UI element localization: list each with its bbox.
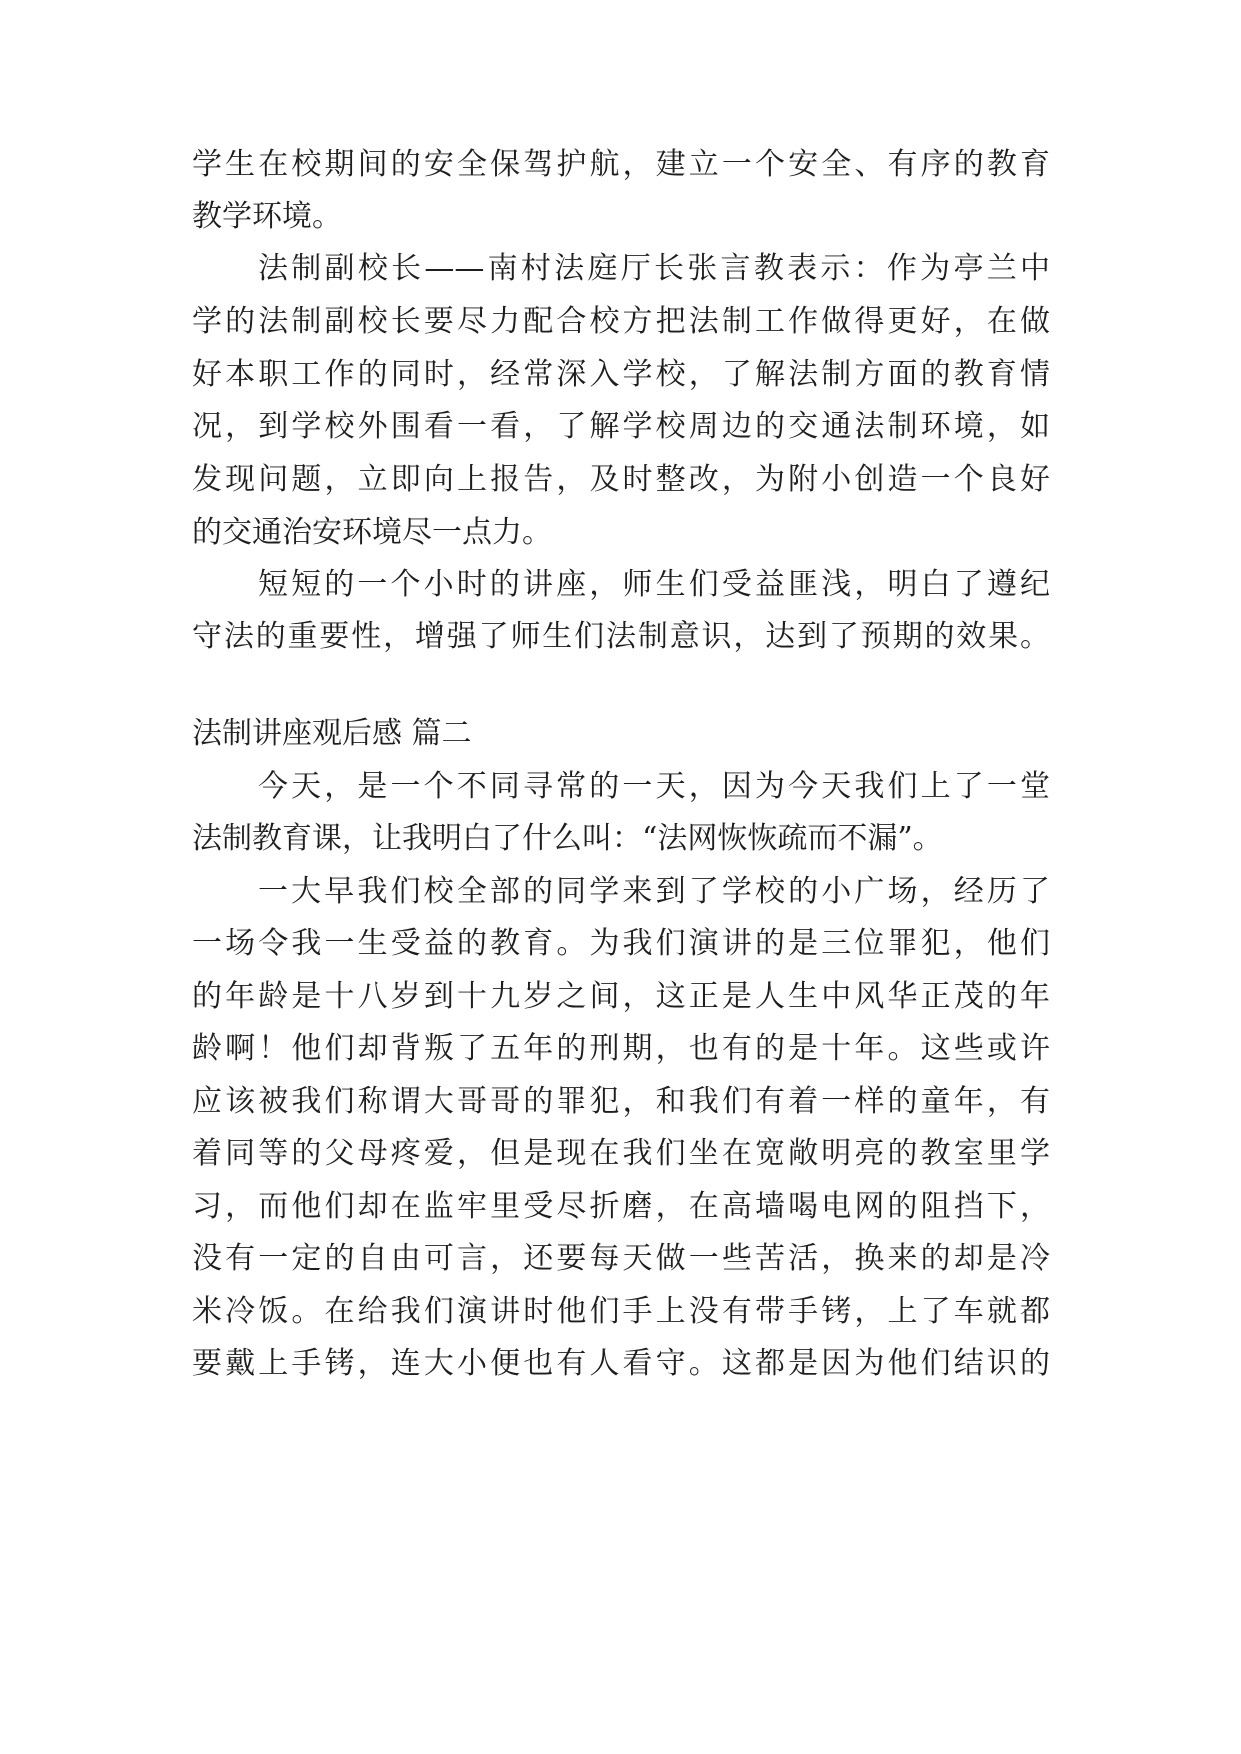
paragraph-line: 的交通治安环境尽一点力。: [192, 515, 552, 550]
paragraph-line: 米冷饭。在给我们演讲时他们手上没有带手铐，上了车就都: [192, 1294, 1050, 1329]
paragraph-line: 学的法制副校长要尽力配合校方把法制工作做得更好，在做: [192, 304, 1050, 339]
paragraph-line: 发现问题，立即向上报告，及时整改，为附小创造一个良好: [192, 462, 1050, 497]
paragraph-line: 的年龄是十八岁到十九岁之间，这正是人生中风华正茂的年: [192, 979, 1050, 1014]
paragraph-line: 应该被我们称谓大哥哥的罪犯，和我们有着一样的童年，有: [192, 1084, 1050, 1119]
paragraph-line: 要戴上手铐，连大小便也有人看守。这都是因为他们结识的: [192, 1346, 1050, 1381]
paragraph-line: 着同等的父母疼爱，但是现在我们坐在宽敞明亮的教室里学: [192, 1136, 1050, 1171]
paragraph-line: 短短的一个小时的讲座，师生们受益匪浅，明白了遵纪: [258, 567, 1050, 602]
paragraph-line: 法制教育课，让我明白了什么叫：“法网恢恢疏而不漏”。: [192, 821, 943, 856]
paragraph-line: 一场令我一生受益的教育。为我们演讲的是三位罪犯，他们: [192, 926, 1050, 961]
paragraph-line: 况，到学校外围看一看，了解学校周边的交通法制环境，如: [192, 409, 1050, 444]
paragraph-line: 习，而他们却在监牢里受尽折磨，在高墙喝电网的阻挡下，: [192, 1189, 1050, 1224]
section-title: 法制讲座观后感 篇二: [192, 716, 472, 751]
paragraph-line: 守法的重要性，增强了师生们法制意识，达到了预期的效果。: [192, 619, 1050, 654]
paragraph-line: 一大早我们校全部的同学来到了学校的小广场，经历了: [258, 874, 1050, 909]
paragraph-line: 法制副校长——南村法庭厅长张言教表示：作为亭兰中: [258, 251, 1050, 286]
paragraph-line: 教学环境。: [192, 199, 342, 234]
paragraph-line: 好本职工作的同时，经常深入学校，了解法制方面的教育情: [192, 357, 1050, 392]
paragraph-line: 学生在校期间的安全保驾护航，建立一个安全、有序的教育: [192, 147, 1050, 182]
paragraph-line: 没有一定的自由可言，还要每天做一些苦活，换来的却是冷: [192, 1241, 1050, 1276]
paragraph-line: 龄啊！他们却背叛了五年的刑期，也有的是十年。这些或许: [192, 1031, 1050, 1066]
paragraph-line: 今天，是一个不同寻常的一天，因为今天我们上了一堂: [258, 769, 1050, 804]
